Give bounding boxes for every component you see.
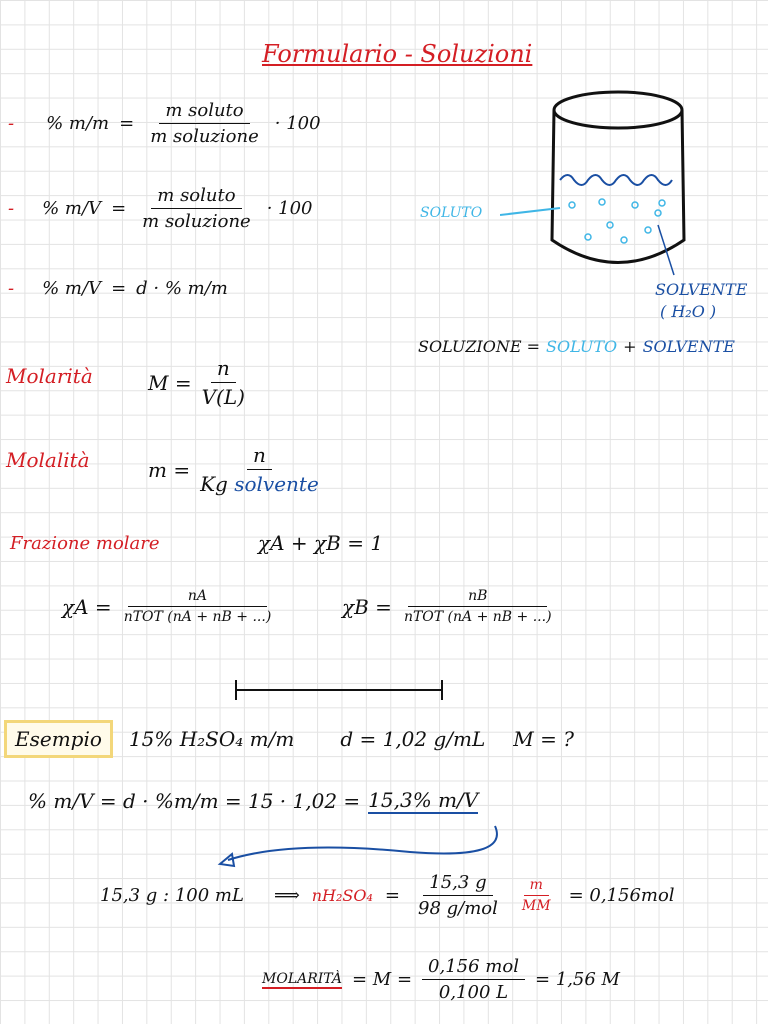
numerator: n [211, 356, 236, 383]
mole-fraction-sum: χA + χB = 1 [258, 531, 384, 555]
example-line-4 [262, 956, 620, 1003]
denominator: V(L) [201, 385, 245, 409]
molarity-result: = 1,56 M [534, 969, 620, 990]
molality-formula [148, 443, 325, 496]
formula-lhs: % m/V [42, 278, 102, 299]
solvent-label: SOLVENTE [655, 280, 748, 299]
molarity-lhs: M = [148, 370, 192, 395]
equals: = [111, 198, 127, 219]
molality-lhs: m = [148, 457, 191, 482]
numerator: m soluto [151, 185, 241, 209]
equals: = M = [351, 969, 413, 990]
solute-pointer [500, 200, 565, 220]
molality-label: Molalità [6, 448, 90, 472]
equals: = [119, 113, 135, 134]
numerator: m soluto [159, 100, 249, 124]
equals: = [111, 278, 127, 299]
denominator: nTOT (nA + nB + ...) [123, 609, 272, 625]
solution-equation [418, 337, 735, 356]
molarity-formula [148, 356, 251, 409]
hint-fraction [516, 877, 557, 914]
mole-fraction-a [62, 588, 277, 625]
formula-lhs: % m/m [46, 113, 110, 134]
section-divider [230, 678, 450, 702]
numerator: 15,3 g [423, 872, 492, 896]
numerator: m [524, 877, 549, 896]
ratio: 15,3 g : 100 mL [100, 885, 244, 906]
example-question: M = ? [513, 727, 574, 751]
formula-rhs: d · % m/m [136, 278, 228, 299]
example-label: Esempio [4, 720, 113, 758]
solvent-formula: ( H₂O ) [660, 302, 717, 321]
fraction [196, 356, 251, 409]
denominator [194, 470, 325, 496]
curved-arrow [210, 820, 510, 880]
bullet: - [8, 113, 15, 134]
fraction [412, 872, 504, 919]
formula-mass-volume-percent [8, 185, 313, 232]
example-line-3 [100, 872, 675, 919]
solution-term: SOLUZIONE = [418, 337, 541, 356]
denominator: m soluzione [150, 126, 259, 147]
example-given: 15% H₂SO₄ m/m [128, 727, 295, 751]
bullet: - [8, 198, 15, 219]
fraction [136, 185, 257, 232]
example-line-2 [28, 788, 478, 814]
formula-mass-percent [8, 100, 321, 147]
numerator: nB [408, 588, 547, 607]
molarity-word: MOLARITÀ [262, 970, 342, 987]
conversion-expression: % m/V = d · %m/m = 15 · 1,02 = [28, 789, 361, 813]
fraction [118, 588, 278, 625]
denominator: m soluzione [142, 211, 251, 232]
denominator: 0,100 L [438, 982, 509, 1003]
moles-label: nH₂SO₄ [311, 886, 373, 905]
numerator: 0,156 mol [422, 956, 525, 980]
fraction [422, 956, 525, 1003]
kg-unit: Kg [200, 472, 228, 496]
multiplier: · 100 [266, 198, 313, 219]
formula-conversion [8, 278, 228, 299]
solvent-word: solvente [234, 472, 319, 496]
formula-lhs: % m/V [42, 198, 102, 219]
fraction [398, 588, 558, 625]
denominator: nTOT (nA + nB + ...) [403, 609, 552, 625]
mole-fraction-b [342, 588, 558, 625]
implies-arrow: ⟹ [273, 885, 300, 906]
example-density: d = 1,02 g/mL [340, 727, 486, 751]
bullet: - [8, 278, 15, 299]
molarity-label: Molarità [6, 364, 93, 388]
solvent-term: SOLVENTE [642, 337, 735, 356]
equals: = [384, 885, 401, 906]
xb-lhs: χB = [342, 594, 392, 619]
plus: + [623, 337, 637, 356]
solute-term: SOLUTO [546, 337, 618, 356]
denominator: 98 g/mol [418, 898, 498, 919]
mole-fraction-label: Frazione molare [10, 533, 160, 554]
solute-label: SOLUTO [420, 205, 483, 221]
page-title: Formulario - Soluzioni [262, 40, 533, 68]
fraction [144, 100, 265, 147]
multiplier: · 100 [274, 113, 321, 134]
conversion-result: 15,3% m/V [368, 788, 479, 812]
example-header [4, 720, 574, 758]
xa-lhs: χA = [62, 594, 112, 619]
denominator: MM [521, 898, 551, 914]
beaker-diagram [540, 85, 700, 285]
moles-result: = 0,156mol [568, 885, 675, 906]
fraction [194, 443, 325, 496]
numerator: nA [128, 588, 267, 607]
numerator: n [247, 443, 272, 470]
